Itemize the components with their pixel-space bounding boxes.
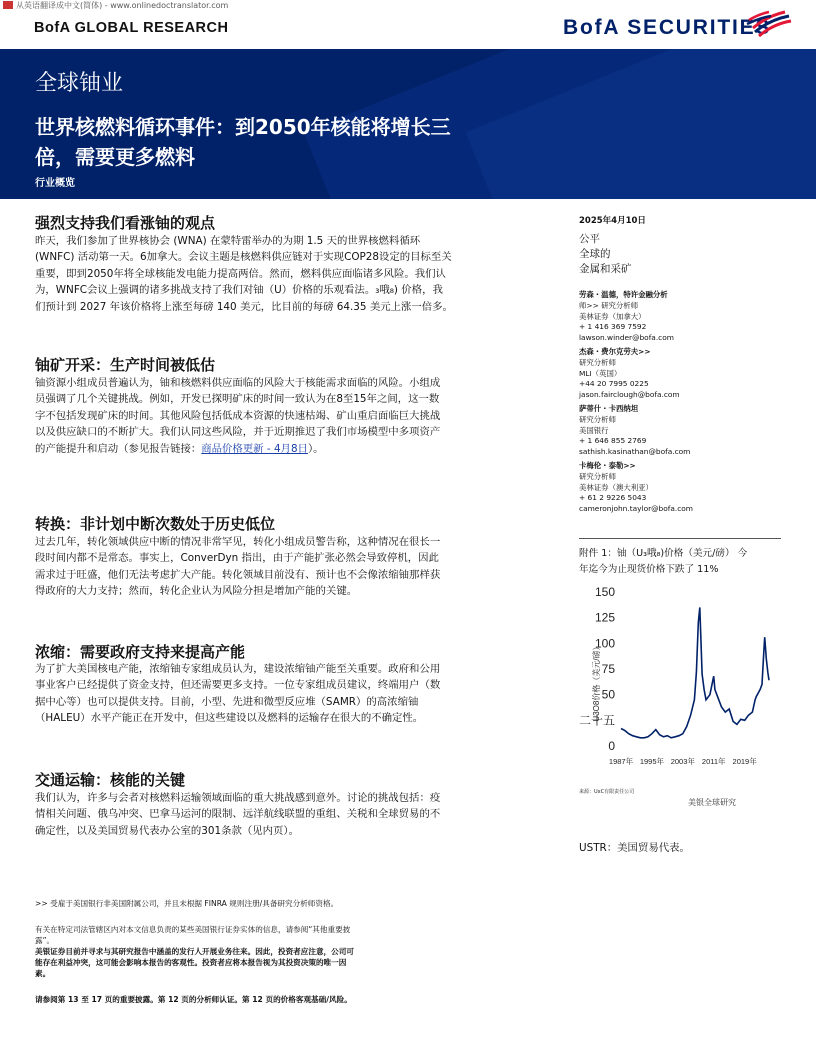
y-tick-label: 75 [601, 662, 615, 676]
body-line: 段时间内都不是常态。事实上，ConverDyn 指出，由于产能扩张必然会导致停机，因此 [35, 552, 439, 565]
section-heading: 铀矿开采：生产时间被低估 [35, 356, 216, 374]
section-body [35, 375, 513, 457]
analyst-email[interactable]: jason.fairclough@bofa.com [579, 390, 680, 400]
price-line [621, 607, 769, 737]
figure-title-line: 年迄今为止现货价格下跌了 11% [579, 564, 719, 575]
body-text: 的产能提升和启动（参见报告链接： [35, 442, 202, 455]
headline-line: 世界核燃料循环事件：到2050年核能将增长三 [35, 115, 451, 139]
bofa-flag-icon [745, 10, 793, 38]
disclosure-bold [35, 947, 465, 979]
analyst-org: 美林证券（加拿大） [579, 311, 646, 321]
rating-line: 金属和采矿 [579, 263, 632, 275]
body-line: 情相关问题、俄乌冲突、巴拿马运河的限制、远洋航线联盟的重组、关税和全球贸易的不 [35, 808, 441, 821]
body-line: 为，WNFC会议上强调的诸多挑战支持了我们对铀（U）价格的乐观看法。₃哦₈) 价格，我 [35, 284, 443, 297]
footnote [35, 925, 465, 947]
analyst-card [579, 461, 693, 515]
body-text: ）。 [307, 442, 324, 455]
body-line: 以及供应缺口的不断扩大。我们认同这些风险，并于近期推迟了我们市场模型中多项资产 [35, 426, 441, 439]
translator-watermark [3, 0, 228, 11]
body-line: 确定性，以及美国贸易代表办公室的301条款（见内页）。 [35, 824, 300, 837]
analyst-role: 研究分析师 [579, 414, 616, 424]
body-line: 铀资源小组成员普遍认为，铀和核燃料供应面临的风险大于核能需求面临的风险。小组成 [35, 377, 441, 389]
footnote: >> 受雇于美国银行非美国附属公司，并且未根据 FINRA 规则注册/具备研究分析师资格。 [35, 899, 339, 908]
section-body [35, 534, 513, 600]
body-line: 得政府的大力支持；然而，转化企业认为风险分担是增加产能的关键。 [35, 585, 358, 598]
body-line: 重要，即到2050年将全球核能发电能力提高两倍。然而，燃料供应面临诸多风险。我们认 [35, 267, 446, 280]
divider [579, 538, 781, 539]
y-tick-label: 50 [601, 687, 615, 702]
body-line [35, 441, 513, 457]
analyst-card [579, 404, 690, 458]
analyst-card [579, 290, 674, 344]
body-line: 事业客户已经提供了资金支持，但还需要更多支持。一位专家组成员建议，终端用户（数 [35, 679, 441, 692]
y-axis-label: U3O8价格（美元/磅） [592, 642, 601, 722]
x-tick-label: 1987年 [608, 757, 634, 766]
body-line: 需求过于旺盛，他们无法考虑扩大产能。转化领域目前没有、预计也不会像浓缩铀那样获 [35, 568, 441, 581]
footnote-line: 露”。 [35, 935, 55, 945]
report-link[interactable]: 商品价格更新 - 4月8日 [201, 442, 308, 455]
analyst-name: 劳森・温德，特许金融分析 [579, 290, 668, 299]
body-line: 过去几年，转化领域供应中断的情况非常罕见，转化小组成员警告称，这种情况在很长一 [35, 536, 441, 548]
y-tick-label: 二十五 [579, 713, 615, 728]
disclosure-line: 能存在利益冲突，这可能会影响本报告的客观性。投资者应将本报告视为其投资决策的唯一因 [35, 957, 347, 967]
analyst-phone: + 1 646 855 2769 [579, 436, 647, 446]
securities-logo: BofA SECURITIES [563, 16, 772, 39]
body-line: 们预计到 2027 年该价格将上涨至每磅 140 美元，比目前的每磅 64.35 美元上涨一倍多。 [35, 300, 453, 313]
sector-title: 全球铀业 [35, 71, 124, 96]
figure-title-line: 附件 1：铀（U₃哦₈)价格（美元/磅） 今 [579, 548, 748, 559]
body-line: （HALEU）水平产能正在开发中，但这些建设以及燃料的运输存在很大的不确定性。 [35, 712, 424, 725]
analyst-role: 研究分析师 [579, 471, 616, 481]
y-tick-label: 125 [594, 610, 615, 625]
body-line: 昨天，我们参加了世界核协会 (WNA) 在蒙特雷举办的为期 1.5 天的世界核燃料循环 [35, 235, 421, 247]
body-line: 员强调了几个关键挑战。例如，开发已探明矿床的时间一致认为在8至15年之间，这一数 [35, 393, 440, 406]
analyst-org: 美国银行 [579, 425, 609, 435]
section-heading: 转换：非计划中断次数处于历史低位 [35, 515, 276, 533]
analyst-email[interactable]: cameronjohn.taylor@bofa.com [579, 504, 693, 514]
chart-credit: 美银全球研究 [688, 798, 736, 807]
x-tick-label: 2011年 [701, 757, 726, 766]
rating-block [579, 232, 632, 277]
disclosure-line: 素。 [35, 968, 51, 978]
x-tick-label: 2003年 [670, 757, 695, 766]
chart-source: 来源：UxC有限责任公司 [579, 789, 635, 795]
analyst-card [579, 347, 680, 401]
body-line: 据中心等）也可以提供支持。目前，小型、先进和微型反应堆（SAMR）的高浓缩铀 [35, 695, 419, 708]
analyst-phone: + 1 416 369 7592 [579, 322, 647, 332]
rating-line: 公平 [579, 233, 600, 245]
analyst-role: 师>> 研究分析师 [579, 300, 639, 310]
analyst-name: 萨蒂什・卡西纳坦 [579, 404, 639, 413]
report-type: 行业概览 [35, 178, 75, 189]
body-line: 为了扩大美国核电产能，浓缩铀专家组成员认为，建设浓缩铀产能至关重要。政府和公用 [35, 663, 441, 675]
y-tick-label: 150 [594, 585, 615, 599]
y-tick-label: 0 [608, 739, 615, 753]
section-body [35, 790, 513, 839]
analyst-org: 美林证券（澳大利亚） [579, 482, 653, 492]
rating-line: 全球的 [579, 248, 611, 260]
analyst-email[interactable]: lawson.winder@bofa.com [579, 333, 674, 343]
report-headline [35, 112, 505, 172]
watermark-text: 从英语翻译成中文(简体) - www.onlinedoctranslator.com [16, 1, 229, 10]
disclosure-pages: 请参阅第 13 至 17 页的重要披露。第 12 页的分析师认证。第 12 页的价格客观基础/风险。 [35, 995, 352, 1004]
analyst-phone: +44 20 7995 0225 [579, 379, 649, 389]
x-tick-label: 1995年 [639, 757, 665, 766]
body-line: 我们认为，许多与会者对核燃料运输领域面临的重大挑战感到意外。讨论的挑战包括：疫 [35, 792, 441, 804]
y-tick-label: 100 [594, 636, 615, 651]
ustr-note: USTR：美国贸易代表。 [579, 842, 690, 854]
body-line: 字不包括发现矿床的时间。其他风险包括低成本资源的快速枯竭、矿山重启面临巨大挑战 [35, 409, 441, 422]
analyst-phone: + 61 2 9226 5043 [579, 493, 647, 503]
global-research-brand: BofA GLOBAL RESEARCH [34, 20, 229, 36]
x-tick-label: 2019年 [732, 757, 757, 766]
figure-title [579, 546, 789, 578]
analyst-role: 研究分析师 [579, 357, 616, 367]
section-heading: 交通运输：核能的关键 [35, 771, 186, 789]
section-body [35, 661, 513, 727]
section-body [35, 233, 513, 315]
translator-icon [3, 1, 13, 9]
uranium-price-chart [579, 578, 779, 770]
disclosure-line: 美银证券目前并寻求与其研究报告中涵盖的发行人开展业务往来。因此，投资者应注意，公司可 [35, 947, 354, 956]
headline-line: 倍，需要更多燃料 [35, 145, 195, 169]
analyst-name: 杰森・费尔克劳夫>> [579, 347, 651, 356]
analyst-name: 卡梅伦・泰勒>> [579, 461, 636, 470]
analyst-org: MLI（英国） [579, 368, 622, 378]
footnote-line: 有关在特定司法管辖区内对本文信息负责的某些美国银行证券实体的信息，请参阅“其他重要披 [35, 925, 351, 934]
analyst-email[interactable]: sathish.kasinathan@bofa.com [579, 447, 691, 457]
section-heading: 浓缩：需要政府支持来提高产能 [35, 643, 246, 661]
section-heading: 强烈支持我们看涨铀的观点 [35, 214, 216, 232]
report-date: 2025年4月10日 [579, 216, 646, 226]
body-line: (WNFC) 活动第一天。6加拿大。会议主题是核燃料供应链对于实现COP28设定的目标至关 [35, 251, 452, 264]
